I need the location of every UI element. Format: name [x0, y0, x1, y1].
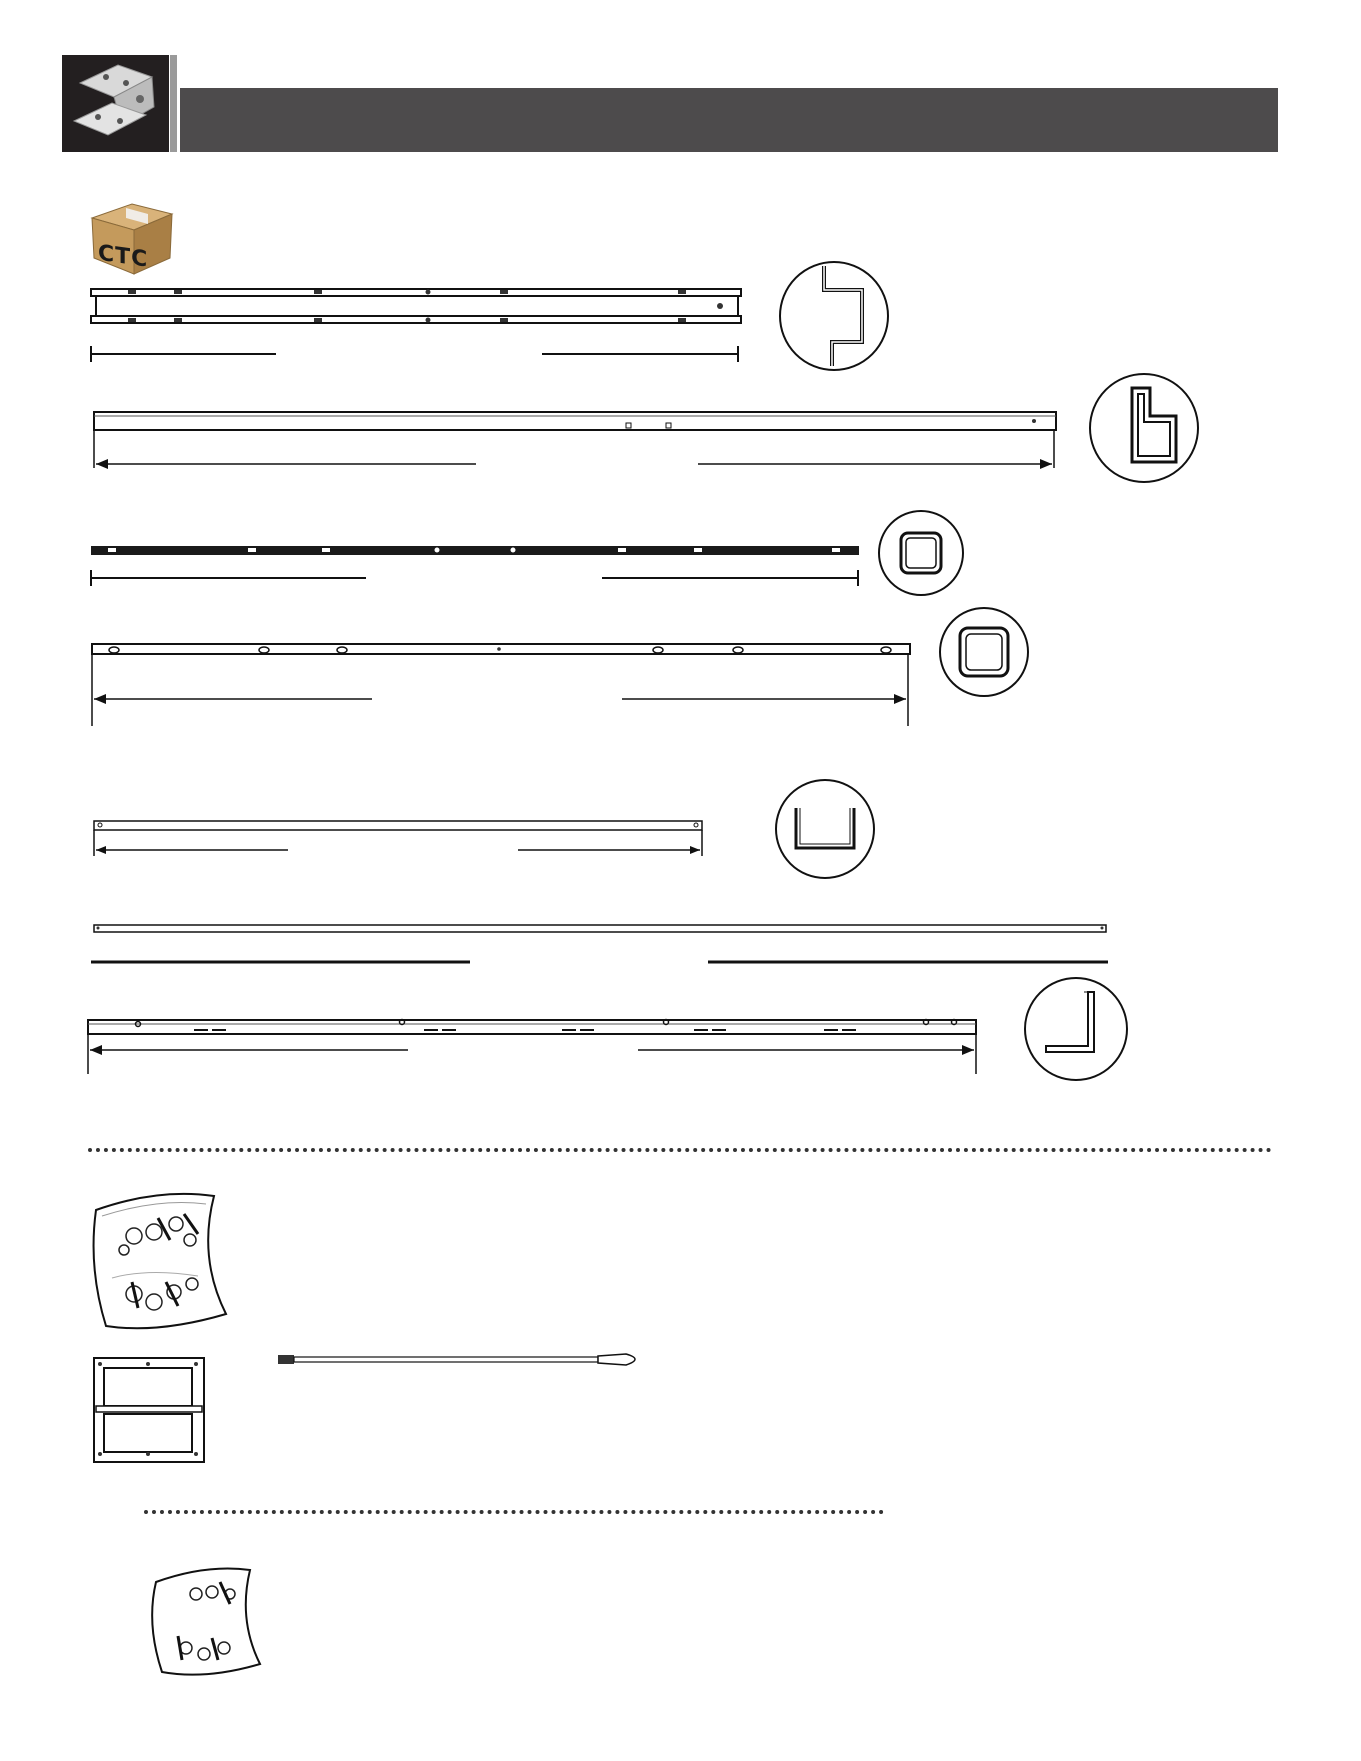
hat-channel-profile-icon [1088, 372, 1200, 484]
header-bar [180, 88, 1278, 152]
header-separator [170, 55, 177, 152]
bracket-logo-icon [62, 55, 169, 152]
box-label: CTC [98, 239, 149, 273]
hardware-bag-large [88, 1188, 232, 1330]
rod-tool [276, 1350, 648, 1370]
dotted-separator [88, 1148, 1272, 1152]
square-tube-profile-icon [876, 508, 966, 598]
flat-rod [88, 920, 1112, 968]
double-rail [88, 286, 748, 366]
dotted-separator [144, 1510, 884, 1514]
square-tube-long [88, 642, 916, 728]
square-tube-large-profile-icon [938, 606, 1030, 698]
long-channel-rail [88, 408, 1060, 476]
l-angle-profile-icon [1022, 976, 1130, 1082]
square-tube-short [88, 542, 864, 588]
hardware-bag-small [146, 1564, 266, 1676]
u-channel [88, 816, 708, 858]
header-logo [62, 55, 169, 152]
u-channel-profile-icon [774, 778, 876, 880]
cardboard-box-icon [86, 196, 176, 276]
angle-rail [84, 1014, 980, 1100]
mounting-plate [90, 1354, 208, 1466]
z-channel-profile-icon [778, 260, 890, 372]
